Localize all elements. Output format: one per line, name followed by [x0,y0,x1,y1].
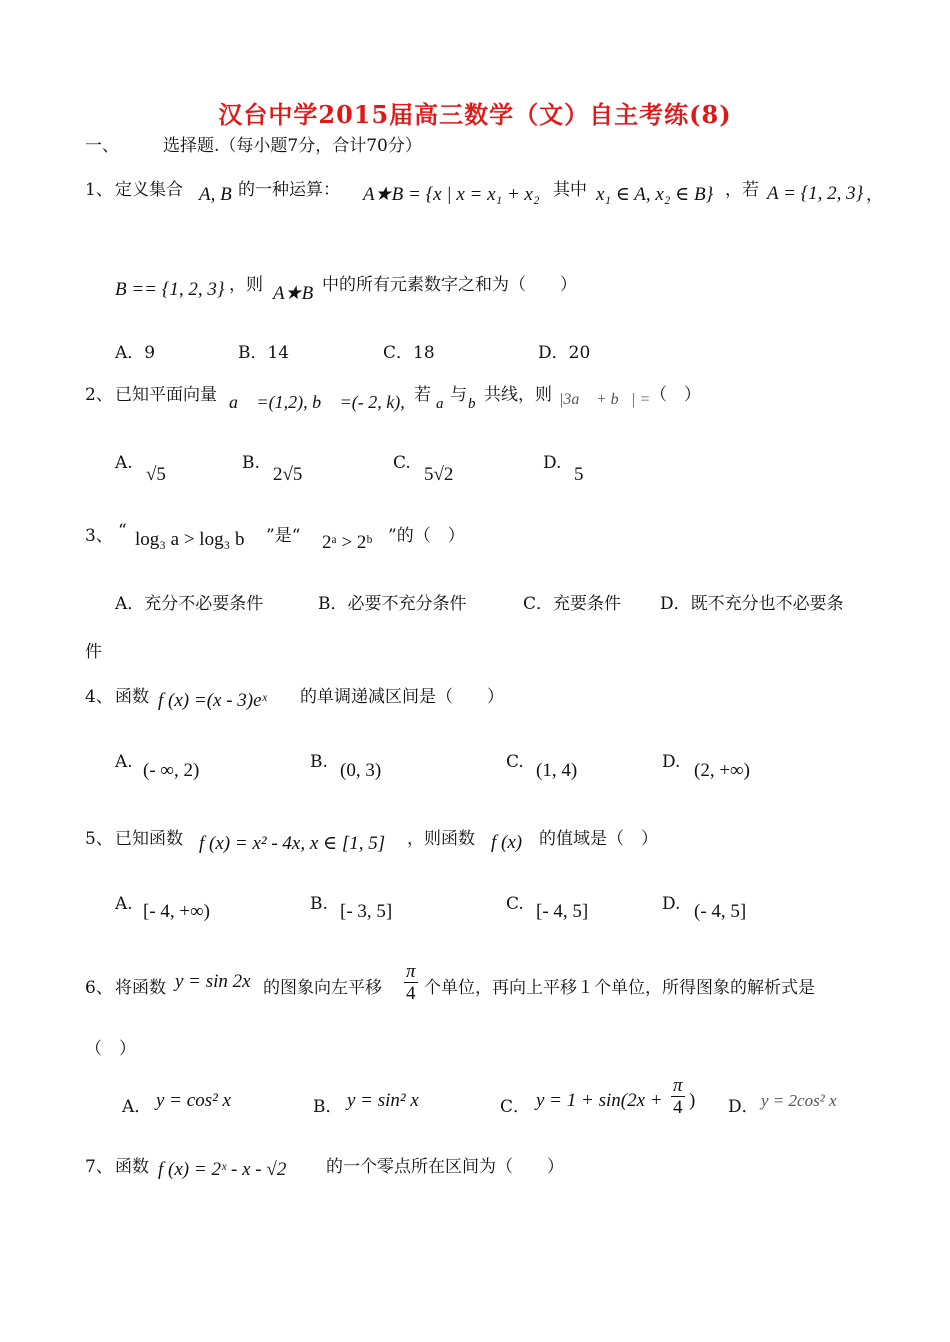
q5-number: 5、 [85,829,113,849]
q5-text-2: ，则函数 [407,829,475,849]
q2-math-4: |3a⃗ + b⃗| = [559,391,651,408]
q1-text-3: 其中 [553,180,587,200]
q1-number: 1、 [85,180,113,200]
section-number: 一、 [85,136,119,156]
q6-paren: （ ） [85,1039,136,1059]
q1-math-2: A★B = {x | x = x₁ + x₂ [363,184,540,205]
q6-option-a-label: A． [122,1097,152,1117]
q1-text-6: ，则 [229,275,263,295]
q6-option-b-value: y = sin² x [347,1090,419,1111]
q2-option-d-label: D. [543,453,562,473]
q4-number: 4、 [85,687,113,707]
q5-option-a-value: [- 4, +∞) [143,901,210,922]
q7-text-1: 函数 [115,1157,149,1177]
q4-option-b-label: B. [310,752,328,772]
q2-option-c-value: 5√2 [424,464,454,485]
q2-option-b-label: B. [242,453,260,473]
q1-math-4: A = {1, 2, 3} [767,183,864,204]
q6-fraction-denominator: 4 [406,983,416,1004]
q4-option-d-label: D. [662,752,681,772]
q3-number: 3、 [85,526,113,546]
q4-option-c-label: C. [506,752,524,772]
q3-math-2: 2ᵃ > 2ᵇ [322,532,373,553]
q5-option-b-label: B. [310,894,328,914]
q2-math-3: b⃗ [468,396,488,412]
q3-option-d: D．既不充分也不必要条 [660,594,844,614]
q4-option-a-label: A. [115,752,133,772]
q7-number: 7、 [85,1157,113,1177]
q6-option-c-fraction [671,1076,685,1117]
q4-option-a-value: (- ∞, 2) [143,760,200,781]
q4-text-1: 函数 [115,687,149,707]
q6-option-c-close: ) [689,1090,696,1111]
q2-text-3: 与 [450,385,467,405]
q3-option-a: A．充分不必要条件 [115,594,264,614]
page-title: 汉台中学2015届高三数学（文）自主考练(8) [218,100,732,129]
q6-text-2: 的图象向左平移 [263,978,382,998]
q2-text-5: （ ） [650,385,701,405]
q7-text-2: 的一个零点所在区间为（ ） [326,1157,564,1177]
q6-math-1: y = sin 2x [175,971,251,992]
q2-number: 2、 [85,385,113,405]
q1-text-5: ， [866,185,883,205]
q6-option-a-value: y = cos² x [156,1090,231,1111]
q6-fraction [404,962,418,1003]
q3-text-1: ”是“ [266,526,301,546]
q1-option-c: C．18 [383,343,435,363]
q1-text-7: 中的所有元素数字之和为（ ） [322,275,577,295]
q6-text-3: 个单位，再向上平移１个单位，所得图象的解析式是 [424,978,815,998]
q6-option-d-label: D． [728,1097,759,1117]
q2-math-2: a⃗ [436,396,456,412]
q2-option-d-value: 5 [574,464,584,485]
q6-fraction-numerator: π [406,961,416,982]
q6-text-1: 将函数 [115,978,166,998]
q2-option-b-value: 2√5 [273,464,303,485]
q5-text-3: 的值域是（ ） [539,829,658,849]
q1-option-a: A．9 [115,343,156,363]
q2-text-4: 共线，则 [484,385,552,405]
q7-math-1: f (x) = 2ˣ - x - √2 [158,1159,287,1180]
q1-math-3: x₁ ∈ A, x₂ ∈ B} [596,184,714,205]
q6-number: 6、 [85,978,113,998]
q6-option-c-value: y = 1 + sin(2x + [536,1090,663,1111]
q1-text-2: 的一种运算： [238,180,340,200]
q2-text-2: 若 [414,385,431,405]
q6-option-c-fraction-denominator: 4 [673,1097,683,1118]
q2-option-a-label: A. [115,453,133,473]
q6-option-d-value: y = 2cos² x [761,1091,837,1110]
q3-quote-open: “ [118,521,127,541]
q5-option-d-label: D. [662,894,681,914]
q5-math-2: f (x) [491,832,523,853]
q4-text-2: 的单调递减区间是（ ） [300,687,504,707]
q2-text-1: 已知平面向量 [115,385,217,405]
q1-math-1: A, B [199,184,232,205]
q4-option-c-value: (1, 4) [536,760,578,781]
q5-option-b-value: [- 3, 5] [340,901,393,922]
q2-option-a-value: √5 [146,464,166,485]
q1-text-4: ，若 [725,180,759,200]
q6-option-b-label: B． [313,1097,343,1117]
q5-math-1: f (x) = x² - 4x, x ∈ [1, 5] [199,833,386,854]
q4-option-d-value: (2, +∞) [694,760,750,781]
q5-text-1: 已知函数 [115,829,183,849]
q6-option-c-label: C． [500,1097,531,1117]
q2-option-c-label: C. [393,453,411,473]
q1-math-5: B == {1, 2, 3} [115,279,225,300]
q5-option-d-value: (- 4, 5] [694,901,747,922]
q5-option-a-label: A. [115,894,133,914]
q5-option-c-value: [- 4, 5] [536,901,589,922]
q4-math-1: f (x) =(x - 3)eˣ [158,690,267,711]
q6-option-c-fraction-numerator: π [673,1075,683,1096]
q1-text-1: 定义集合 [115,180,183,200]
q3-option-b: B．必要不充分条件 [318,594,467,614]
q3-option-c: C．充要条件 [523,594,622,614]
q2-math-1: a⃗ =(1,2), b⃗ =(- 2, k), [229,392,405,412]
q3-math-1: log₃ a > log₃ b [135,529,245,550]
q4-option-b-value: (0, 3) [340,760,382,781]
section-label: 选择题.（每小题7分，合计70分） [163,136,422,156]
q3-text-2: ”的（ ） [388,526,465,546]
q3-option-d-wrap: 件 [85,642,102,662]
q1-option-b: B．14 [238,343,290,363]
q1-option-d: D．20 [538,343,591,363]
q1-math-6: A★B [273,283,314,304]
q5-option-c-label: C. [506,894,524,914]
